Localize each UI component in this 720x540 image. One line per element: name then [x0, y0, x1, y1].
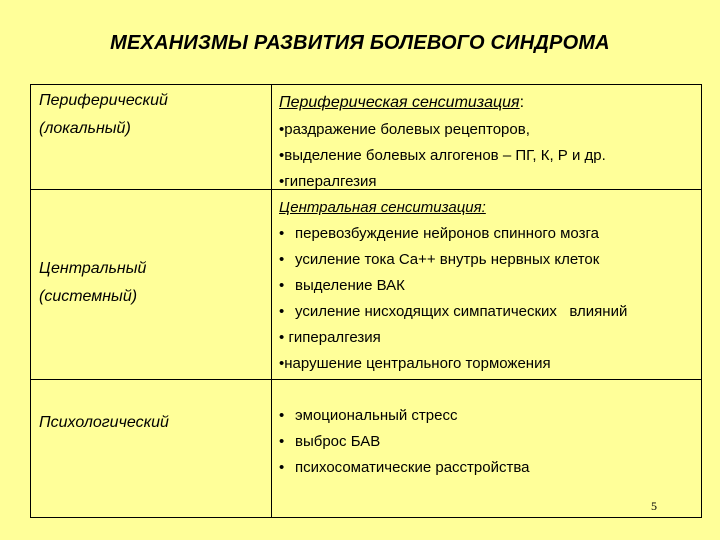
list-item-text: раздражение болевых рецепторов, — [284, 121, 530, 138]
page-number: 5 — [651, 499, 657, 513]
bullet-icon: • — [279, 459, 285, 476]
row-content-psychological — [279, 403, 697, 481]
list-item — [279, 169, 697, 195]
list-item — [279, 429, 697, 455]
row-label-line: Центральный — [39, 260, 147, 277]
row-label-psychological — [39, 409, 169, 437]
list-item-text: гипералгезия — [284, 173, 377, 190]
list-item-text: выброс БАВ — [295, 433, 381, 450]
row-content-central — [279, 195, 697, 377]
row-label-line: Психологический — [39, 414, 169, 431]
bullet-icon: • — [279, 355, 285, 372]
list-item — [279, 351, 697, 377]
bullet-icon: • — [279, 407, 285, 424]
list-item — [279, 455, 697, 481]
list-item-text: эмоциональный стресс — [295, 407, 458, 424]
list-item-text: перевозбуждение нейронов спинного мозга — [295, 225, 599, 242]
heading-text: Периферическая сенситизация — [279, 94, 520, 111]
bullet-icon: • — [279, 225, 285, 242]
list-item-text: психосоматические расстройства — [295, 459, 530, 476]
list-item-text: выделение ВАК — [295, 277, 405, 294]
list-item-text: гипералгезия — [288, 329, 381, 346]
bullet-icon: • — [279, 121, 285, 138]
list-item — [279, 221, 697, 247]
list-item-text: усиление нисходящих симпатических влияний — [295, 303, 628, 320]
mechanisms-table — [30, 84, 702, 518]
bullet-icon: • — [279, 303, 285, 320]
section-heading — [279, 89, 697, 117]
column-divider — [271, 85, 272, 517]
list-item — [279, 325, 697, 351]
row-label-line: (локальный) — [39, 120, 131, 137]
list-item — [279, 403, 697, 429]
list-item-text: нарушение центрального торможения — [284, 355, 551, 372]
bullet-icon: • — [279, 329, 285, 346]
section-heading: Центральная сенситизация: — [279, 199, 486, 216]
bullet-icon: • — [279, 433, 285, 450]
bullet-icon: • — [279, 147, 285, 164]
row-label-central — [39, 255, 146, 311]
list-item — [279, 117, 697, 143]
bullet-icon: • — [279, 173, 285, 190]
list-item-text: выделение болевых алгогенов – ПГ, К, Р и др. — [284, 147, 606, 164]
heading-colon: : — [519, 94, 525, 111]
row-label-line: Периферический — [39, 92, 168, 109]
list-item — [279, 247, 697, 273]
list-item — [279, 299, 697, 325]
row-divider — [31, 379, 701, 380]
page-title: МЕХАНИЗМЫ РАЗВИТИЯ БОЛЕВОГО СИНДРОМА — [110, 32, 610, 54]
row-content-peripheral — [279, 89, 697, 195]
row-label-peripheral — [39, 87, 168, 143]
list-item — [279, 273, 697, 299]
list-item — [279, 143, 697, 169]
bullet-icon: • — [279, 277, 285, 294]
list-item-text: усиление тока Ca++ внутрь нервных клеток — [295, 251, 600, 268]
row-label-line: (системный) — [39, 288, 138, 305]
bullet-icon: • — [279, 251, 285, 268]
